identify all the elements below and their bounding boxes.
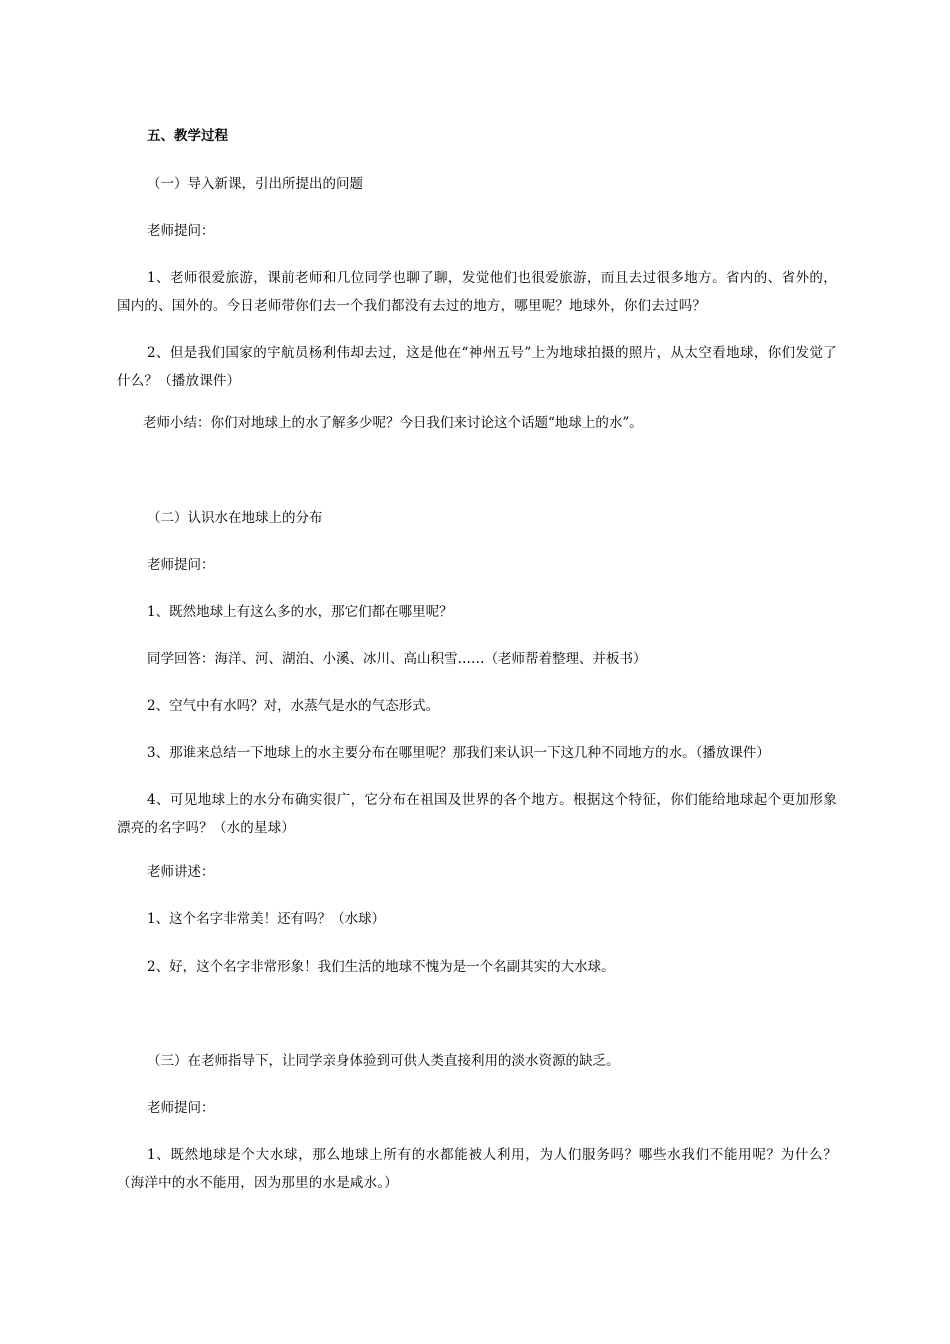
part2-teacher-ask: 老师提问： [147, 557, 215, 573]
part1-paragraph-2: 2、但是我们国家的宇航员杨利伟却去过，这是他在“神州五号”上为地球拍摄的照片，从太空看地球，你们发觉了什么？（播放课件） [117, 345, 837, 389]
part1-teacher-ask: 老师提问： [147, 223, 215, 239]
part2-statement-1: 1、这个名字非常美！还有吗？（水球） [147, 911, 386, 927]
part3-teacher-ask: 老师提问： [147, 1100, 215, 1116]
part1-summary: 老师小结：你们对地球上的水了解多少呢？今日我们来讨论这个话题“地球上的水”。 [143, 415, 643, 431]
part2-question-1: 1、既然地球上有这么多的水，那它们都在哪里呢？ [147, 604, 453, 620]
part1-heading: （一）导入新课，引出所提出的问题 [147, 176, 363, 192]
part2-statement-2: 2、好，这个名字非常形象！我们生活的地球不愧为是一个名副其实的大水球。 [147, 959, 615, 975]
part2-question-4: 4、可见地球上的水分布确实很广，它分布在祖国及世界的各个地方。根据这个特征，你们能给地球起个更加形象漂亮的名字吗？（水的星球） [117, 792, 837, 836]
section-title: 五、教学过程 [147, 128, 228, 144]
part3-heading: （三）在老师指导下，让同学亲身体验到可供人类直接利用的淡水资源的缺乏。 [147, 1053, 620, 1069]
part2-student-answer: 同学回答：海洋、河、湖泊、小溪、冰川、高山积雪……（老师帮着整理、并板书） [147, 651, 647, 667]
part1-paragraph-1: 1、老师很爱旅游，课前老师和几位同学也聊了聊，发觉他们也很爱旅游，而且去过很多地方。省内的、省外的，国内的、国外的。今日老师带你们去一个我们都没有去过的地方，哪里呢？地球外，你们去过吗？ [117, 270, 837, 314]
part2-teacher-say: 老师讲述： [147, 864, 215, 880]
part3-question-1: 1、既然地球是个大水球，那么地球上所有的水都能被人利用，为人们服务吗？哪些水我们不能用呢？为什么？（海洋中的水不能用，因为那里的水是咸水。） [117, 1147, 837, 1191]
part2-question-3: 3、那谁来总结一下地球上的水主要分布在哪里呢？那我们来认识一下这几种不同地方的水。（播放课件） [147, 745, 770, 761]
part2-heading: （二）认识水在地球上的分布 [147, 510, 323, 526]
part2-question-2: 2、空气中有水吗？对，水蒸气是水的气态形式。 [147, 698, 440, 714]
